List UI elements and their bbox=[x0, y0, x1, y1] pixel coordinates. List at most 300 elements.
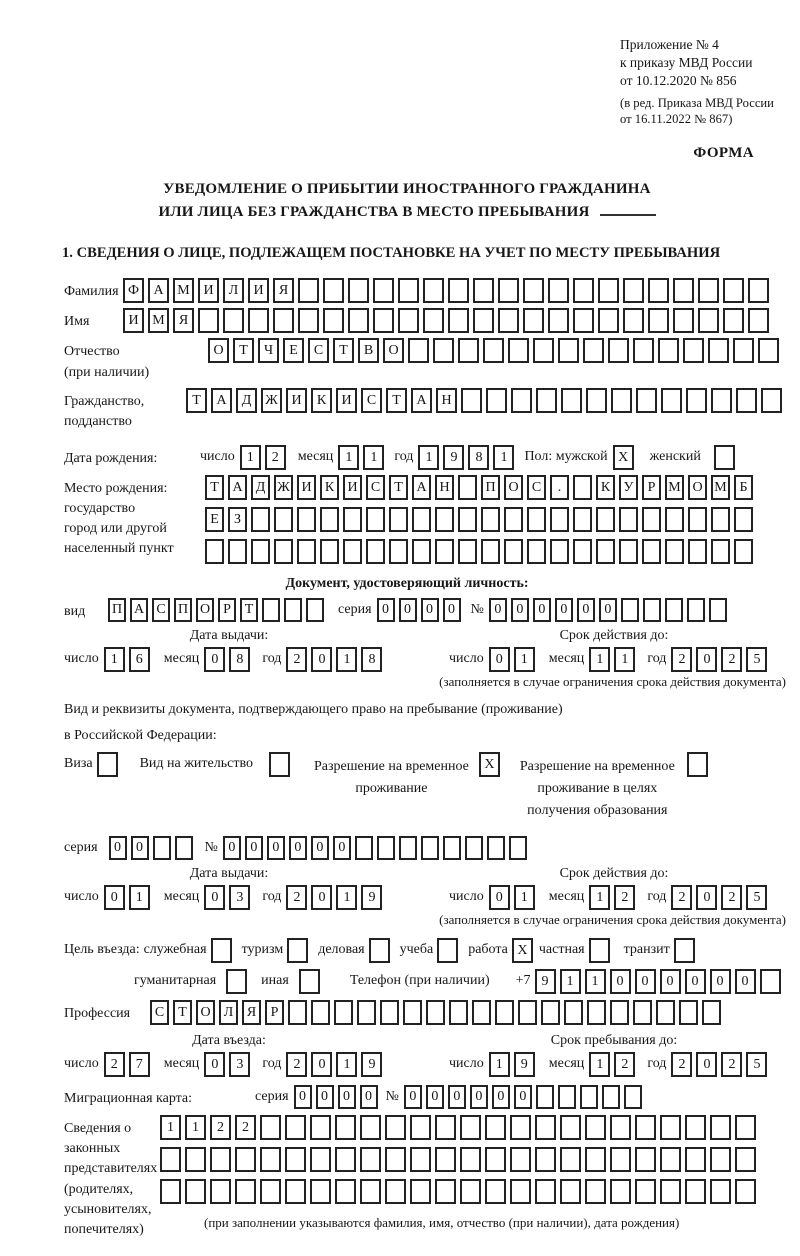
form-title-line2: ИЛИ ЛИЦА БЕЗ ГРАЖДАНСТВА В МЕСТО ПРЕБЫВАНИЯ bbox=[64, 201, 750, 224]
char-cell bbox=[673, 278, 694, 303]
entry-dates bbox=[64, 1033, 790, 1077]
doc-number-boxes bbox=[489, 598, 731, 622]
month-label: месяц bbox=[163, 1055, 200, 1071]
purpose-label: гуманитарная bbox=[134, 972, 217, 988]
char-cell: 0 bbox=[204, 1052, 225, 1077]
char-cell: 0 bbox=[696, 1052, 717, 1077]
char-cell: 0 bbox=[470, 1085, 488, 1109]
char-cell bbox=[410, 1147, 431, 1172]
char-cell bbox=[610, 1147, 631, 1172]
char-cell bbox=[433, 338, 454, 363]
char-cell bbox=[251, 539, 270, 564]
char-cell bbox=[633, 338, 654, 363]
entry-month bbox=[204, 1052, 254, 1077]
char-cell bbox=[460, 1115, 481, 1140]
residence-doc-options bbox=[64, 752, 790, 821]
char-cell bbox=[624, 1085, 642, 1109]
char-cell bbox=[761, 388, 782, 413]
char-cell bbox=[734, 539, 753, 564]
char-cell: X bbox=[512, 938, 533, 963]
residence-issue-heading: Дата выдачи: bbox=[189, 865, 269, 881]
char-cell: 0 bbox=[577, 598, 595, 622]
char-cell: 1 bbox=[514, 885, 535, 910]
char-cell bbox=[366, 539, 385, 564]
char-cell bbox=[561, 388, 582, 413]
field-citizenship bbox=[64, 388, 790, 433]
char-cell bbox=[598, 308, 619, 333]
char-cell bbox=[458, 539, 477, 564]
char-cell bbox=[320, 507, 339, 532]
char-cell bbox=[437, 938, 458, 963]
char-cell bbox=[498, 308, 519, 333]
char-cell bbox=[698, 308, 719, 333]
char-cell bbox=[687, 752, 708, 777]
char-cell bbox=[548, 308, 569, 333]
char-cell bbox=[558, 1085, 576, 1109]
char-cell bbox=[589, 938, 610, 963]
char-cell bbox=[504, 507, 523, 532]
char-cell: 8 bbox=[468, 445, 489, 470]
char-cell bbox=[573, 507, 592, 532]
char-cell bbox=[160, 1147, 181, 1172]
char-cell bbox=[435, 539, 454, 564]
char-cell: 0 bbox=[448, 1085, 466, 1109]
profession-boxes bbox=[150, 1000, 725, 1025]
char-cell bbox=[733, 338, 754, 363]
doc-issue-year bbox=[286, 647, 386, 672]
char-cell bbox=[343, 507, 362, 532]
char-cell bbox=[448, 308, 469, 333]
char-cell bbox=[421, 836, 439, 860]
char-cell: 0 bbox=[311, 885, 332, 910]
char-cell: А bbox=[148, 278, 169, 303]
header-reference bbox=[620, 36, 800, 127]
char-cell bbox=[508, 338, 529, 363]
char-cell: О bbox=[504, 475, 523, 500]
char-cell bbox=[714, 445, 735, 470]
char-cell: 0 bbox=[599, 598, 617, 622]
char-cell: Т bbox=[186, 388, 207, 413]
char-cell: 2 bbox=[210, 1115, 231, 1140]
form-title-line1: УВЕДОМЛЕНИЕ О ПРИБЫТИИ ИНОСТРАННОГО ГРАЖДАНИНА bbox=[163, 181, 651, 198]
char-cell: 9 bbox=[535, 969, 556, 994]
field-given-name bbox=[64, 308, 790, 333]
field-entry-purpose-line2 bbox=[134, 969, 790, 994]
char-cell bbox=[448, 278, 469, 303]
char-cell: 0 bbox=[610, 969, 631, 994]
citizenship-boxes bbox=[186, 388, 786, 413]
char-cell: 0 bbox=[735, 969, 756, 994]
char-cell bbox=[357, 1000, 376, 1025]
char-cell: 2 bbox=[721, 885, 742, 910]
stay-until-heading: Срок пребывания до: bbox=[550, 1032, 678, 1048]
char-cell bbox=[373, 278, 394, 303]
residence-series-boxes bbox=[109, 836, 197, 860]
char-cell bbox=[585, 1115, 606, 1140]
char-cell bbox=[423, 278, 444, 303]
char-cell bbox=[661, 388, 682, 413]
birth-date-group bbox=[176, 445, 518, 470]
char-cell: Я bbox=[173, 308, 194, 333]
field-migration-card bbox=[64, 1085, 790, 1109]
char-cell bbox=[619, 539, 638, 564]
field-birth-date bbox=[64, 445, 790, 470]
header-ref-line: Приложение № 4 bbox=[620, 37, 719, 52]
char-cell bbox=[443, 836, 461, 860]
char-cell bbox=[535, 1179, 556, 1204]
char-cell bbox=[583, 338, 604, 363]
char-cell bbox=[596, 539, 615, 564]
char-cell: 2 bbox=[265, 445, 286, 470]
char-cell: 1 bbox=[336, 1052, 357, 1077]
given-name-boxes bbox=[123, 308, 773, 333]
char-cell bbox=[435, 507, 454, 532]
doc-issue-month bbox=[204, 647, 254, 672]
char-cell bbox=[461, 388, 482, 413]
residence-expiry-date bbox=[449, 885, 779, 910]
char-cell bbox=[334, 1000, 353, 1025]
day-label: число bbox=[449, 1055, 484, 1071]
char-cell: 7 bbox=[129, 1052, 150, 1077]
char-cell bbox=[343, 539, 362, 564]
char-cell bbox=[335, 1147, 356, 1172]
char-cell bbox=[656, 1000, 675, 1025]
forma-label: ФОРМА bbox=[693, 145, 754, 162]
char-cell bbox=[687, 598, 705, 622]
purpose-label: туризм bbox=[241, 941, 284, 957]
char-cell: 9 bbox=[361, 1052, 382, 1077]
char-cell bbox=[288, 1000, 307, 1025]
char-cell bbox=[495, 1000, 514, 1025]
char-cell bbox=[635, 1147, 656, 1172]
char-cell: К bbox=[596, 475, 615, 500]
doc-expiry-heading: Срок действия до: bbox=[559, 627, 669, 643]
stay-month bbox=[589, 1052, 639, 1077]
char-cell: З bbox=[228, 507, 247, 532]
char-cell bbox=[510, 1147, 531, 1172]
char-cell bbox=[310, 1147, 331, 1172]
doc-kind-boxes bbox=[108, 598, 328, 622]
char-cell: И bbox=[336, 388, 357, 413]
residence-issue-col bbox=[64, 866, 449, 910]
char-cell bbox=[185, 1147, 206, 1172]
entry-year bbox=[286, 1052, 386, 1077]
char-cell bbox=[297, 507, 316, 532]
char-cell bbox=[658, 338, 679, 363]
char-cell bbox=[235, 1179, 256, 1204]
residence-issue-date bbox=[64, 885, 449, 910]
char-cell bbox=[485, 1179, 506, 1204]
char-cell: 1 bbox=[589, 885, 610, 910]
char-cell bbox=[648, 308, 669, 333]
char-cell bbox=[686, 388, 707, 413]
char-cell bbox=[735, 1179, 756, 1204]
purpose-label: частная bbox=[538, 941, 585, 957]
residence-permit-checkbox bbox=[269, 752, 294, 777]
field-entry-purpose bbox=[64, 938, 790, 963]
option-temp-residence-education bbox=[520, 752, 712, 821]
char-cell: 0 bbox=[294, 1085, 312, 1109]
char-cell bbox=[518, 1000, 537, 1025]
char-cell: 0 bbox=[710, 969, 731, 994]
doc-expiry-day bbox=[489, 647, 539, 672]
year-label: год bbox=[262, 650, 282, 666]
char-cell: 0 bbox=[289, 836, 307, 860]
char-cell bbox=[323, 278, 344, 303]
section1-heading: 1. СВЕДЕНИЯ О ЛИЦЕ, ПОДЛЕЖАЩЕМ ПОСТАНОВКЕ НА УЧЕТ ПО МЕСТУ ПРЕБЫВАНИЯ bbox=[62, 245, 721, 262]
char-cell: 0 bbox=[131, 836, 149, 860]
char-cell: Я bbox=[242, 1000, 261, 1025]
char-cell: 1 bbox=[493, 445, 514, 470]
char-cell: С bbox=[366, 475, 385, 500]
char-cell bbox=[523, 278, 544, 303]
char-cell: Т bbox=[173, 1000, 192, 1025]
stay-day bbox=[489, 1052, 539, 1077]
char-cell bbox=[389, 539, 408, 564]
char-cell bbox=[487, 836, 505, 860]
char-cell bbox=[273, 308, 294, 333]
char-cell: 0 bbox=[492, 1085, 510, 1109]
char-cell bbox=[458, 475, 477, 500]
char-cell: 0 bbox=[443, 598, 461, 622]
char-cell: 0 bbox=[489, 647, 510, 672]
char-cell: М bbox=[711, 475, 730, 500]
char-cell: 2 bbox=[614, 1052, 635, 1077]
char-cell: Р bbox=[265, 1000, 284, 1025]
char-cell bbox=[648, 278, 669, 303]
surname-label: Фамилия bbox=[64, 284, 119, 300]
char-cell: 5 bbox=[746, 885, 767, 910]
purpose-checkbox-sluzhebnaya bbox=[211, 938, 236, 963]
identity-doc-heading: Документ, удостоверяющий личность: bbox=[285, 575, 529, 591]
char-cell bbox=[509, 836, 527, 860]
char-cell bbox=[511, 388, 532, 413]
doc-expiry-col bbox=[449, 628, 779, 672]
birth-year-boxes bbox=[418, 445, 518, 470]
char-cell bbox=[685, 1115, 706, 1140]
residence-validity-note: (заполняется в случае ограничения срока действия документа) bbox=[439, 911, 786, 927]
residence-series-label: серия bbox=[64, 839, 98, 855]
char-cell bbox=[748, 308, 769, 333]
char-cell bbox=[573, 308, 594, 333]
char-cell bbox=[380, 1000, 399, 1025]
doc-expiry-year bbox=[671, 647, 771, 672]
char-cell bbox=[708, 338, 729, 363]
char-cell bbox=[735, 1147, 756, 1172]
char-cell bbox=[510, 1115, 531, 1140]
char-cell bbox=[665, 507, 684, 532]
char-cell: И bbox=[286, 388, 307, 413]
char-cell bbox=[636, 388, 657, 413]
char-cell: 1 bbox=[336, 885, 357, 910]
year-label: год bbox=[394, 448, 414, 464]
char-cell bbox=[360, 1179, 381, 1204]
char-cell bbox=[610, 1000, 629, 1025]
char-cell bbox=[458, 338, 479, 363]
char-cell: 1 bbox=[489, 1052, 510, 1077]
purpose-label: работа bbox=[468, 941, 508, 957]
char-cell: 8 bbox=[229, 647, 250, 672]
char-cell: 8 bbox=[361, 647, 382, 672]
char-cell: Л bbox=[219, 1000, 238, 1025]
char-cell bbox=[710, 1115, 731, 1140]
char-cell bbox=[642, 507, 661, 532]
char-cell bbox=[748, 278, 769, 303]
char-cell: М bbox=[173, 278, 194, 303]
char-cell bbox=[160, 1179, 181, 1204]
char-cell bbox=[274, 539, 293, 564]
char-cell bbox=[587, 1000, 606, 1025]
birth-place-box-rows bbox=[205, 475, 757, 571]
char-cell: П bbox=[481, 475, 500, 500]
char-cell bbox=[274, 507, 293, 532]
day-label: число bbox=[449, 888, 484, 904]
char-cell bbox=[360, 1115, 381, 1140]
residence-doc-line2: в Российской Федерации: bbox=[64, 728, 217, 744]
char-cell: 3 bbox=[229, 885, 250, 910]
residence-expiry-col bbox=[449, 866, 779, 910]
header-ref-line: от 10.12.2020 № 856 bbox=[620, 73, 737, 89]
char-cell: 0 bbox=[399, 598, 417, 622]
surname-boxes bbox=[123, 278, 773, 303]
char-cell: 0 bbox=[311, 647, 332, 672]
doc-issue-col bbox=[64, 628, 449, 672]
char-cell: 1 bbox=[418, 445, 439, 470]
char-cell bbox=[426, 1000, 445, 1025]
field-residence-series bbox=[64, 836, 790, 860]
month-label: месяц bbox=[548, 1055, 585, 1071]
year-label: год bbox=[647, 888, 667, 904]
representatives-row1 bbox=[160, 1115, 760, 1140]
header-amendment-line: (в ред. Приказа МВД России bbox=[620, 95, 774, 110]
phone-label: Телефон (при наличии) bbox=[349, 972, 490, 988]
char-cell bbox=[523, 308, 544, 333]
char-cell: X bbox=[479, 752, 500, 777]
char-cell bbox=[550, 507, 569, 532]
phone-prefix: +7 bbox=[515, 972, 531, 988]
day-label: число bbox=[449, 650, 484, 666]
char-cell: К bbox=[311, 388, 332, 413]
char-cell bbox=[665, 598, 683, 622]
char-cell bbox=[389, 507, 408, 532]
char-cell bbox=[623, 308, 644, 333]
char-cell: 2 bbox=[671, 885, 692, 910]
residence-expiry-heading: Срок действия до: bbox=[559, 865, 669, 881]
entry-purpose-label: Цель въезда: bbox=[64, 941, 140, 957]
char-cell: 3 bbox=[229, 1052, 250, 1077]
char-cell: 2 bbox=[286, 647, 307, 672]
char-cell: 1 bbox=[160, 1115, 181, 1140]
char-cell bbox=[285, 1147, 306, 1172]
entry-day bbox=[104, 1052, 154, 1077]
year-label: год bbox=[262, 1055, 282, 1071]
char-cell bbox=[460, 1147, 481, 1172]
char-cell bbox=[602, 1085, 620, 1109]
char-cell bbox=[619, 507, 638, 532]
char-cell: 0 bbox=[109, 836, 127, 860]
doc-issue-day bbox=[104, 647, 154, 672]
char-cell bbox=[472, 1000, 491, 1025]
char-cell bbox=[735, 1115, 756, 1140]
entry-date-col bbox=[64, 1033, 449, 1077]
char-cell: 0 bbox=[104, 885, 125, 910]
char-cell bbox=[205, 539, 224, 564]
char-cell bbox=[586, 388, 607, 413]
char-cell bbox=[412, 507, 431, 532]
phone-boxes bbox=[535, 969, 785, 994]
char-cell: 0 bbox=[555, 598, 573, 622]
char-cell bbox=[674, 938, 695, 963]
char-cell bbox=[210, 1147, 231, 1172]
char-cell bbox=[410, 1115, 431, 1140]
char-cell: 0 bbox=[426, 1085, 444, 1109]
char-cell: Д bbox=[236, 388, 257, 413]
migration-number-label: № bbox=[385, 1088, 399, 1104]
doc-series-label: серия bbox=[338, 601, 372, 617]
char-cell: 1 bbox=[338, 445, 359, 470]
char-cell: Б bbox=[734, 475, 753, 500]
char-cell bbox=[585, 1147, 606, 1172]
char-cell: Р bbox=[642, 475, 661, 500]
entry-date-group bbox=[64, 1052, 449, 1077]
char-cell: 1 bbox=[560, 969, 581, 994]
char-cell: И bbox=[297, 475, 316, 500]
char-cell: С bbox=[361, 388, 382, 413]
char-cell: Д bbox=[251, 475, 270, 500]
char-cell bbox=[185, 1179, 206, 1204]
char-cell bbox=[210, 1179, 231, 1204]
char-cell: 0 bbox=[333, 836, 351, 860]
month-label: месяц bbox=[163, 650, 200, 666]
char-cell: 1 bbox=[363, 445, 384, 470]
char-cell bbox=[473, 278, 494, 303]
char-cell bbox=[527, 507, 546, 532]
form-title bbox=[64, 178, 750, 223]
char-cell bbox=[284, 598, 302, 622]
migration-number-boxes bbox=[404, 1085, 646, 1109]
char-cell: С bbox=[152, 598, 170, 622]
char-cell bbox=[449, 1000, 468, 1025]
birth-month-boxes bbox=[338, 445, 388, 470]
char-cell: Т bbox=[386, 388, 407, 413]
char-cell: 2 bbox=[614, 885, 635, 910]
char-cell bbox=[366, 507, 385, 532]
representatives-box-rows bbox=[160, 1115, 760, 1231]
char-cell bbox=[643, 598, 661, 622]
char-cell bbox=[536, 1085, 554, 1109]
purpose-checkbox-rabota bbox=[512, 938, 537, 963]
doc-validity-note: (заполняется в случае ограничения срока действия документа) bbox=[439, 673, 786, 689]
char-cell: Я bbox=[273, 278, 294, 303]
residence-dates bbox=[64, 866, 790, 910]
temp-residence-label: Разрешение на временное проживание bbox=[313, 759, 469, 797]
char-cell: 0 bbox=[489, 885, 510, 910]
char-cell: 0 bbox=[489, 598, 507, 622]
char-cell: 2 bbox=[721, 1052, 742, 1077]
char-cell bbox=[410, 1179, 431, 1204]
representatives-row2 bbox=[160, 1147, 760, 1172]
char-cell bbox=[598, 278, 619, 303]
char-cell bbox=[458, 507, 477, 532]
residence-doc-line1: Вид и реквизиты документа, подтверждающего право на пребывание (проживание) bbox=[64, 701, 563, 717]
char-cell: 1 bbox=[585, 969, 606, 994]
migration-card-label: Миграционная карта: bbox=[64, 1090, 193, 1106]
purpose-checkbox-inaya bbox=[299, 969, 324, 994]
char-cell: 0 bbox=[311, 836, 329, 860]
char-cell bbox=[723, 278, 744, 303]
char-cell bbox=[399, 836, 417, 860]
char-cell: 0 bbox=[696, 647, 717, 672]
